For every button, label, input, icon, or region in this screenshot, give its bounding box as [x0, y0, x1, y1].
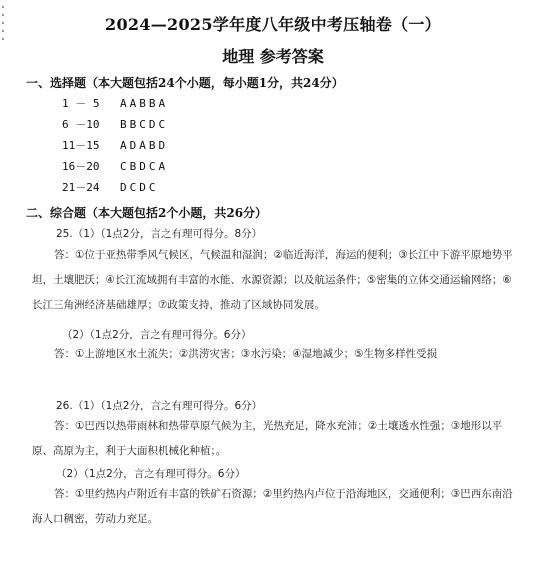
- answer-letters: CBDCA: [120, 160, 169, 173]
- answer-letters: ADABD: [120, 139, 169, 152]
- answer-letters: AABBA: [120, 97, 169, 110]
- question-25-2-answer: 答：①上游地区水土流失；②洪涝灾害；③水污染；④湿地减少；⑤生物多样性受损: [54, 348, 438, 360]
- question-26-1-answer: 答：①巴西以热带雨林和热带草原气候为主，光热充足，降水充沛；②土壤透水性强；③地形以平原、高原为主，利于大面积机械化种植；。: [32, 420, 503, 457]
- question-25-2-label: （2）（1点2分，言之有理可得分。6分）: [62, 329, 252, 341]
- section-2-heading: 二、综合题（本大题包括2个小题，共26分）: [26, 206, 268, 220]
- answer-letters: BBCDC: [120, 118, 169, 131]
- answer-range: 11－15: [62, 139, 100, 152]
- answer-letters: DCDC: [120, 181, 159, 194]
- question-25-1-label: 25.（1）（1点2分，言之有理可得分。8分）: [56, 228, 263, 240]
- answer-range: 21－24: [62, 181, 100, 194]
- answer-row: [62, 137, 168, 153]
- page-subtitle: 地理 参考答案: [222, 47, 324, 66]
- question-26-2-label: （2）（1点2分，言之有理可得分。6分）: [56, 468, 246, 480]
- answer-range: 16－20: [62, 160, 100, 173]
- question-26-2-answer: 答：①里约热内卢附近有丰富的铁矿石资源；②里约热内卢位于沿海地区，交通便利；③巴西东南沿海人口稠密，劳动力充足。: [32, 488, 513, 525]
- section-1-heading: 一、选择题（本大题包括24个小题，每小题1分，共24分）: [26, 76, 344, 90]
- answer-row: [62, 158, 168, 174]
- question-25-1-answer: 答：①位于亚热带季风气候区，气候温和湿润；②临近海洋，海运的便利；③长江中下游平原地势平坦，土壤肥沃；④长江流域拥有丰富的水能、水源资源；以及航运条件；⑤密集的立体交通运输网络；⑥长江三角洲经济基础雄厚；⑦政策支持，推动了区域协同发展。: [32, 249, 513, 311]
- page-title: 2024—2025学年度八年级中考压轴卷（一）: [105, 15, 441, 34]
- question-26-1-label: 26.（1）（1点2分，言之有理可得分。6分）: [56, 400, 263, 412]
- answer-range: 6 －10: [62, 118, 100, 131]
- answer-row: [62, 95, 168, 111]
- answer-row: [62, 116, 168, 132]
- answer-row: [62, 179, 159, 195]
- answer-range: 1 － 5: [62, 97, 100, 110]
